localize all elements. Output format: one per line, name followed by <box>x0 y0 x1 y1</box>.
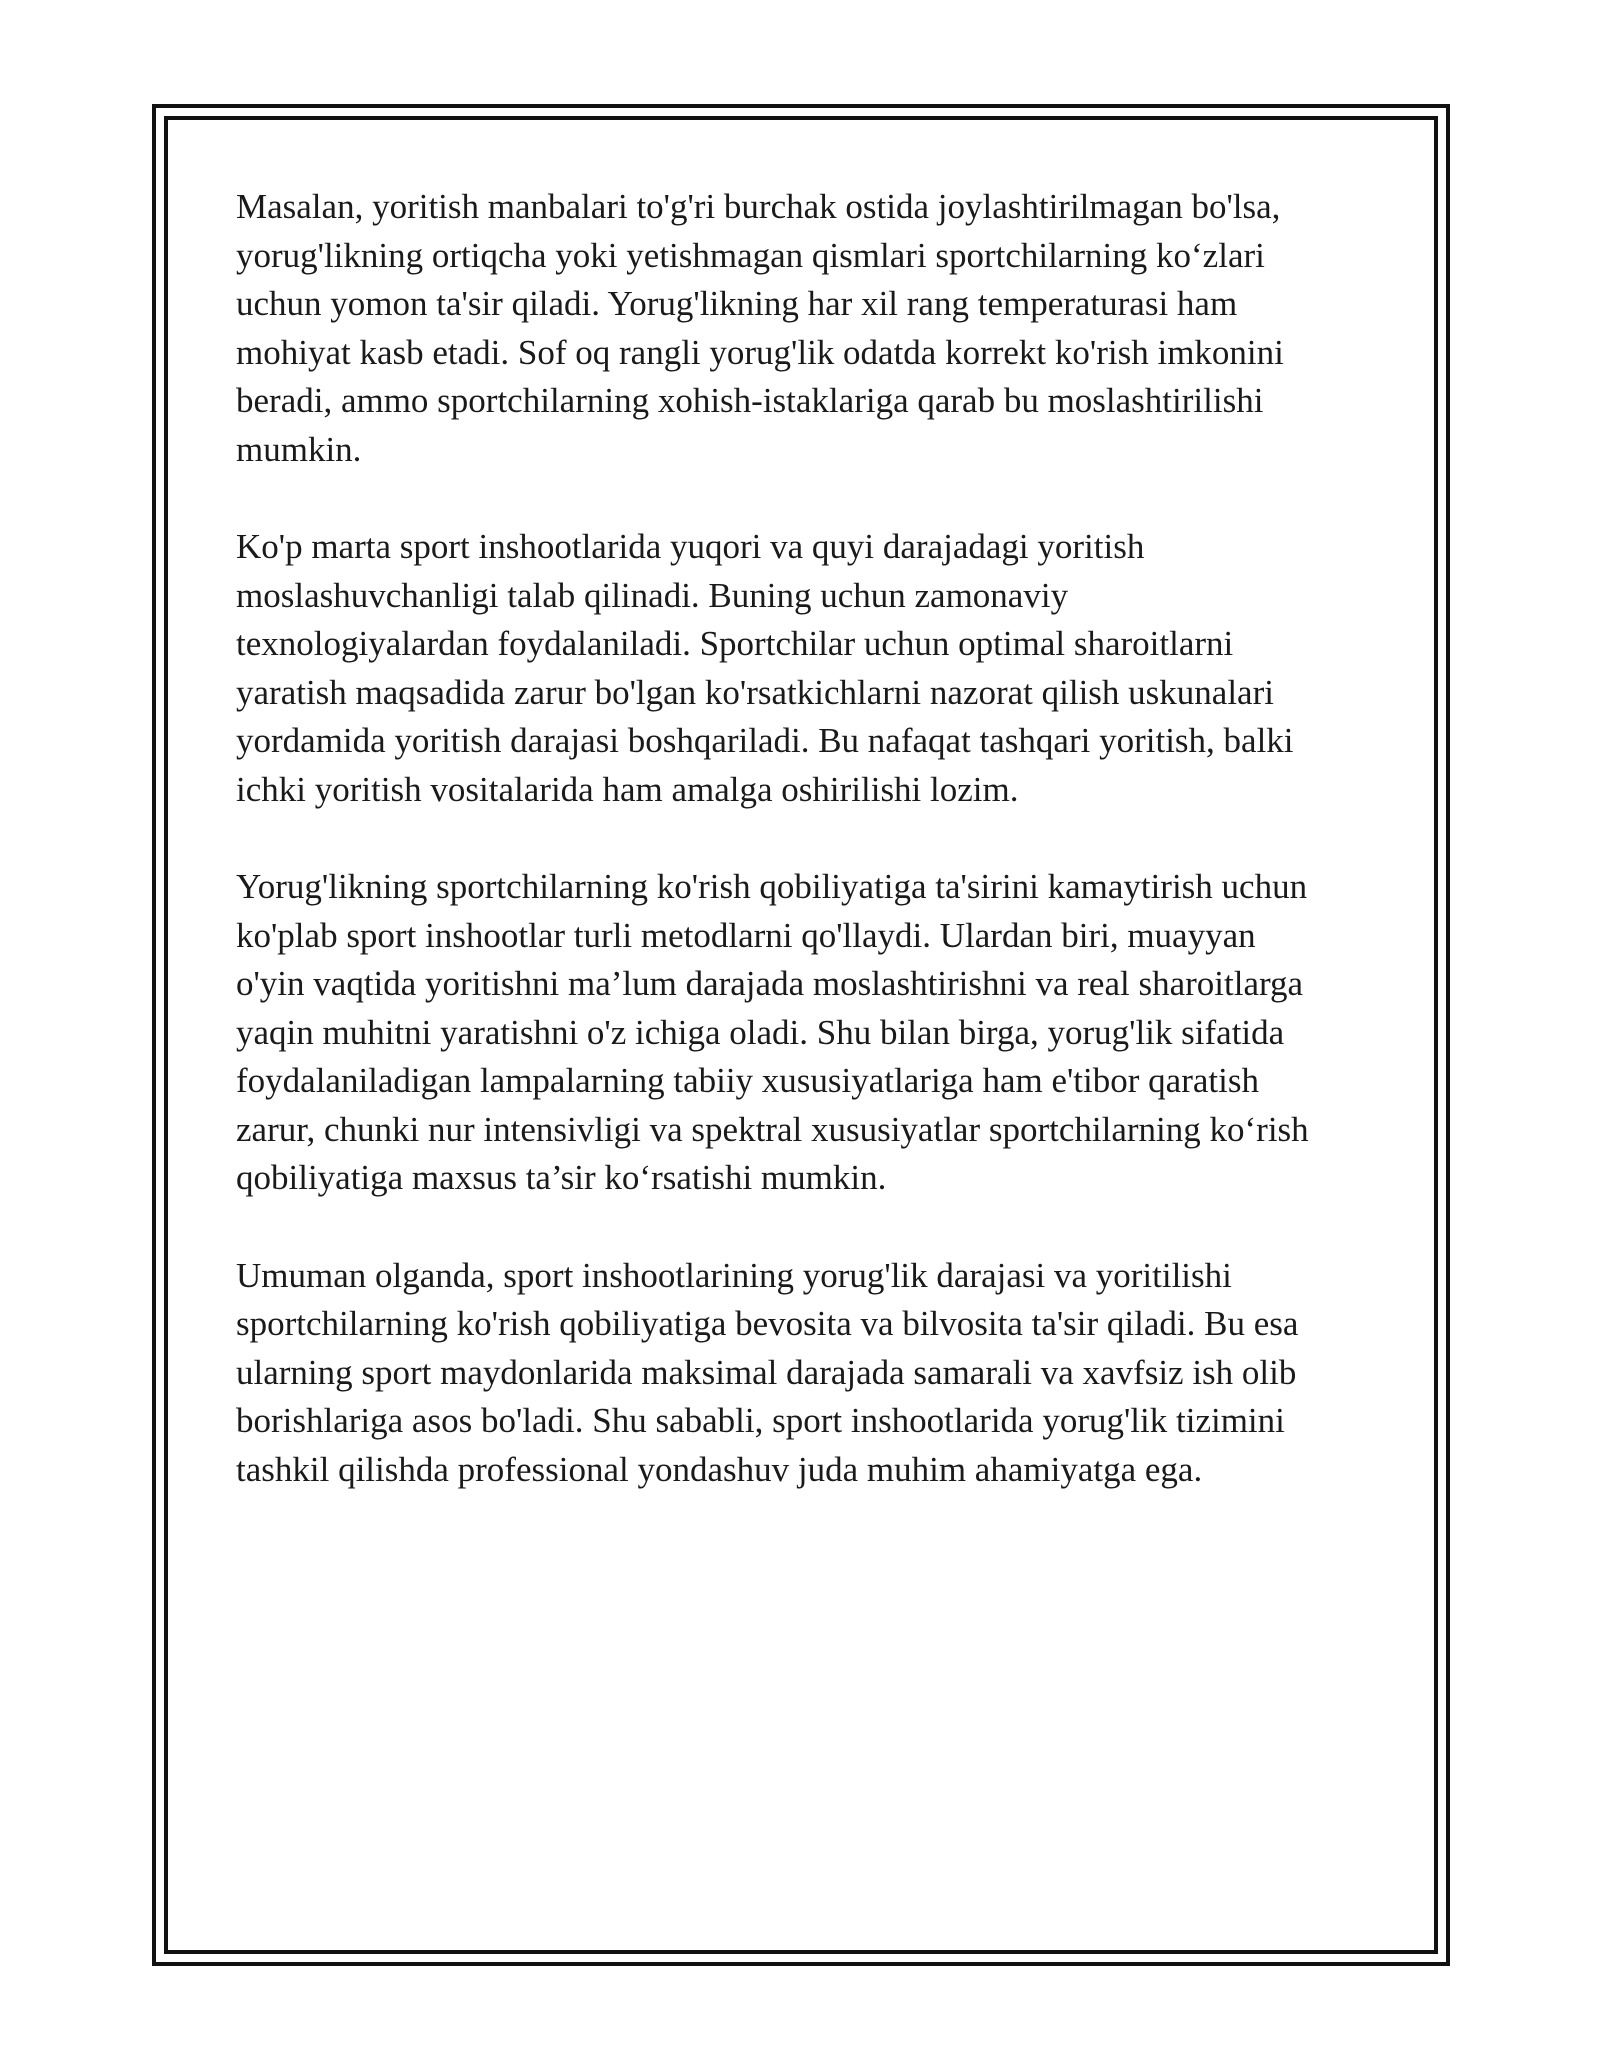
document-body <box>236 183 1376 1543</box>
paragraph-3: Yorug'likning sportchilarning ko'rish qobiliyatiga ta'sirini kamaytirish uchun ko'plab sport inshootlar turli metodlarni qo'llaydi. Ulardan biri, muayyan o'yin vaqtida yoritishni ma’lum darajada moslashtirishni va real sharoitlarga yaqin muhitni yaratishni o'z ichiga oladi. Shu bilan birga, yorug'lik sifatida foydalaniladigan lampalarning tabiiy xususiyatlariga ham e'tibor qaratish zarur, chunki nur intensivligi va spektral xususiyatlar sportchilarning ko‘rish qobiliyatiga maxsus ta’sir ko‘rsatishi mumkin. <box>236 867 1309 1197</box>
paragraph-1: Masalan, yoritish manbalari to'g'ri burchak ostida joylashtirilmagan bo'lsa, yorug'likning ortiqcha yoki yetishmagan qismlari sportchilarning ko‘zlari uchun yomon ta'sir qiladi. Yorug'likning har xil rang temperaturasi ham mohiyat kasb etadi. Sof oq rangli yorug'lik odatda korrekt ko'rish imkonini beradi, ammo sportchilarning xohish-istaklariga qarab bu moslashtirilishi mumkin. <box>236 187 1284 469</box>
paragraph-2: Ko'p marta sport inshootlarida yuqori va quyi darajadagi yoritish moslashuvchanligi talab qilinadi. Buning uchun zamonaviy texnologiyalardan foydalaniladi. Sportchilar uchun optimal sharoitlarni yaratish maqsadida zarur bo'lgan ko'rsatkichlarni nazorat qilish uskunalari yordamida yoritish darajasi boshqariladi. Bu nafaqat tashqari yoritish, balki ichki yoritish vositalarida ham amalga oshirilishi lozim. <box>236 527 1294 809</box>
paragraph-4: Umuman olganda, sport inshootlarining yorug'lik darajasi va yoritilishi sportchilarning ko'rish qobiliyatiga bevosita va bilvosita ta'sir qiladi. Bu esa ularning sport maydonlarida maksimal darajada samarali va xavfsiz ish olib borishlariga asos bo'ladi. Shu sababli, sport inshootlarida yorug'lik tizimini tashkil qilishda professional yondashuv juda muhim ahamiyatga ega. <box>236 1255 1299 1489</box>
